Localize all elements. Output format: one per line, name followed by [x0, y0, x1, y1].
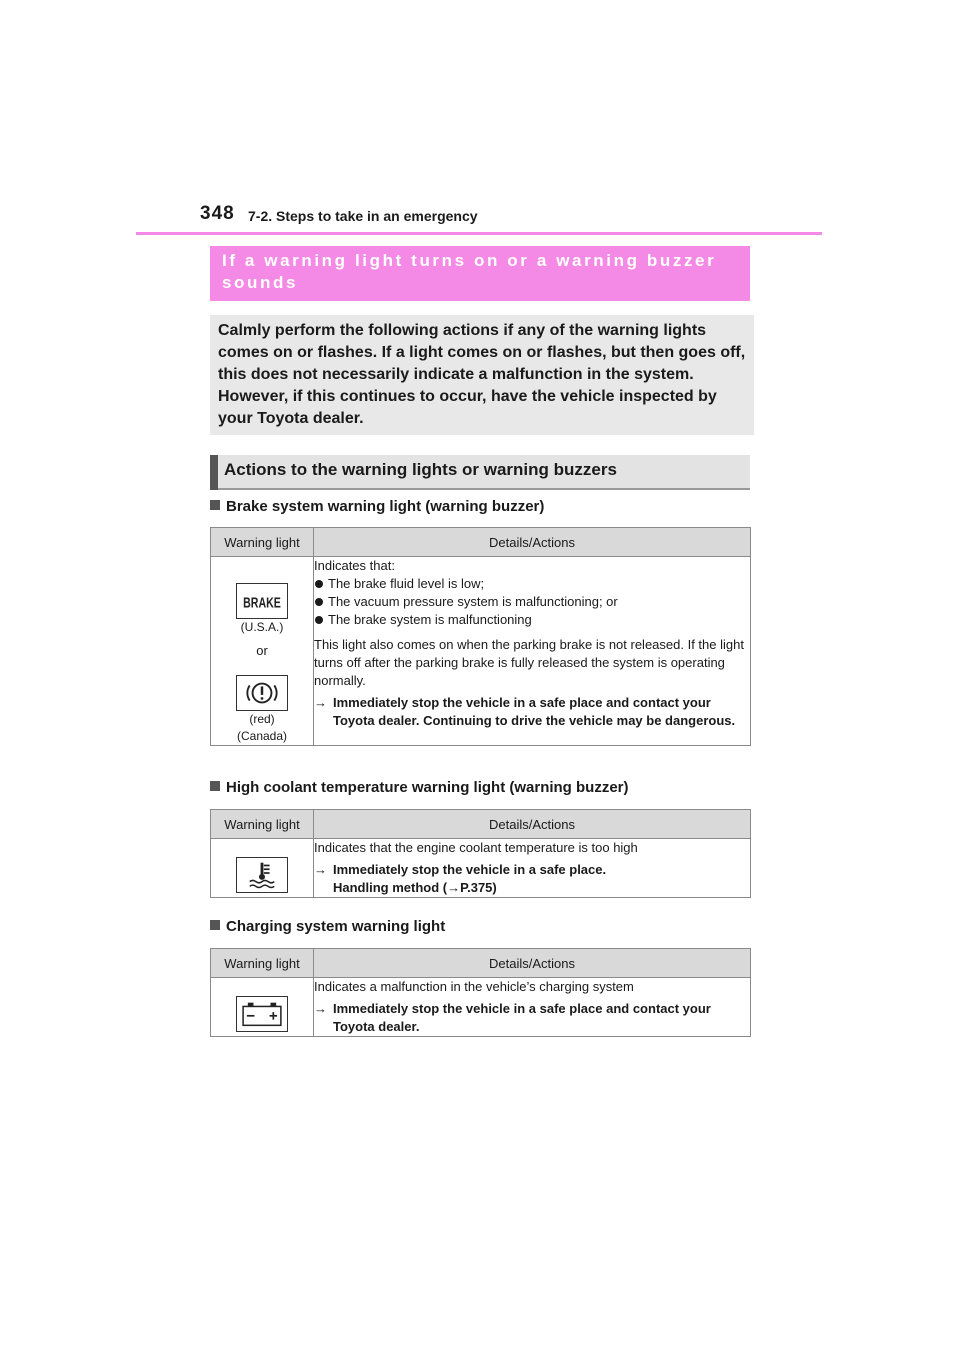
coolant-text: Indicates that the engine coolant temperature is too high [314, 840, 638, 855]
brake-warning-table [210, 527, 751, 746]
brake-exclamation-graphic [237, 676, 287, 710]
header-divider [136, 232, 822, 235]
battery-icon [236, 996, 288, 1032]
square-bullet-icon [210, 500, 220, 510]
table-row [211, 839, 751, 898]
page-header [200, 203, 820, 233]
coolant-action-line2-suffix: ) [492, 880, 497, 895]
arrow-icon: → [314, 1001, 327, 1016]
brake-details-cell [314, 557, 751, 746]
brake-action-text: Immediately stop the vehicle in a safe place and contact your Toyota dealer. Continuing to drive the vehicle may be dangerous. [333, 695, 736, 728]
col-warning-light: Warning light [211, 528, 314, 557]
brake-intro: Indicates that: [314, 558, 395, 573]
charging-action [314, 1000, 750, 1036]
brake-icon1-caption: (U.S.A.) [240, 620, 284, 634]
list-item: The vacuum pressure system is malfunctioning; or [314, 593, 750, 611]
col-warning-light: Warning light [211, 810, 314, 839]
banner-title: If a warning light turns on or a warning buzzer sounds [222, 251, 717, 292]
section-title: 7-2. Steps to take in an emergency [248, 208, 478, 224]
charging-details-cell [314, 978, 751, 1037]
intro-text: Calmly perform the following actions if any of the warning lights comes on or flashes. If a light comes on or flashes, but then goes off, this does not necessarily indicate a malfunction in the system. However, if this continues to occur, have the vehicle inspected by your Toyota dealer. [218, 322, 746, 427]
col-details-actions: Details/Actions [314, 810, 751, 839]
coolant-temperature-icon [236, 857, 288, 893]
coolant-heading [210, 779, 629, 796]
coolant-details-cell [314, 839, 751, 898]
coolant-action [314, 861, 750, 897]
list-item: The brake fluid level is low; [314, 575, 750, 593]
subheader-accent-bar [210, 455, 218, 490]
col-details-actions: Details/Actions [314, 949, 751, 978]
brake-text-icon-graphic [237, 584, 287, 618]
coolant-action-line2-prefix: Handling method ( [333, 880, 448, 895]
coolant-warning-table [210, 809, 751, 898]
col-warning-light: Warning light [211, 949, 314, 978]
square-bullet-icon [210, 920, 220, 930]
brake-icon-cell [211, 557, 314, 746]
table-row [211, 557, 751, 746]
square-bullet-icon [210, 781, 220, 791]
brake-paragraph: This light also comes on when the parking brake is not released. If the light turns off after the parking brake is fully released the system is operating normally. [314, 637, 744, 688]
arrow-icon: → [314, 695, 327, 710]
battery-graphic [237, 997, 287, 1031]
table-header-row [211, 528, 751, 557]
charging-warning-table [210, 948, 751, 1037]
table-row [211, 978, 751, 1037]
arrow-icon: → [314, 862, 327, 877]
charging-action-text: Immediately stop the vehicle in a safe place and contact your Toyota dealer. [333, 1001, 711, 1034]
coolant-heading-text: High coolant temperature warning light (warning buzzer) [226, 779, 629, 796]
list-item: The brake system is malfunctioning [314, 611, 750, 629]
brake-heading-text: Brake system warning light (warning buzzer) [226, 498, 545, 515]
charging-icon-cell [211, 978, 314, 1037]
brake-text-icon [236, 583, 288, 619]
charging-text: Indicates a malfunction in the vehicle’s charging system [314, 979, 634, 994]
brake-heading [210, 498, 544, 515]
charging-heading [210, 918, 445, 935]
col-details-actions: Details/Actions [314, 528, 751, 557]
subsection-header [210, 455, 750, 490]
charging-heading-text: Charging system warning light [226, 918, 446, 935]
coolant-temperature-graphic [237, 858, 287, 892]
coolant-action-line1: Immediately stop the vehicle in a safe place. [333, 862, 607, 877]
arrow-icon: → [447, 880, 461, 895]
brake-icon-label: BRAKE [243, 594, 281, 612]
brake-exclamation-icon [236, 675, 288, 711]
page-reference-link[interactable]: P.375 [460, 880, 493, 895]
or-text: or [256, 643, 268, 658]
subsection-title: Actions to the warning lights or warning buzzers [224, 460, 617, 479]
brake-icon2-caption-red: (red) [249, 712, 275, 726]
table-header-row [211, 949, 751, 978]
coolant-icon-cell [211, 839, 314, 898]
intro-panel [210, 315, 754, 435]
page-number: 348 [200, 203, 235, 224]
table-header-row [211, 810, 751, 839]
brake-icon2-caption-canada: (Canada) [236, 729, 288, 743]
brake-action [314, 694, 750, 730]
section-banner [210, 246, 750, 301]
